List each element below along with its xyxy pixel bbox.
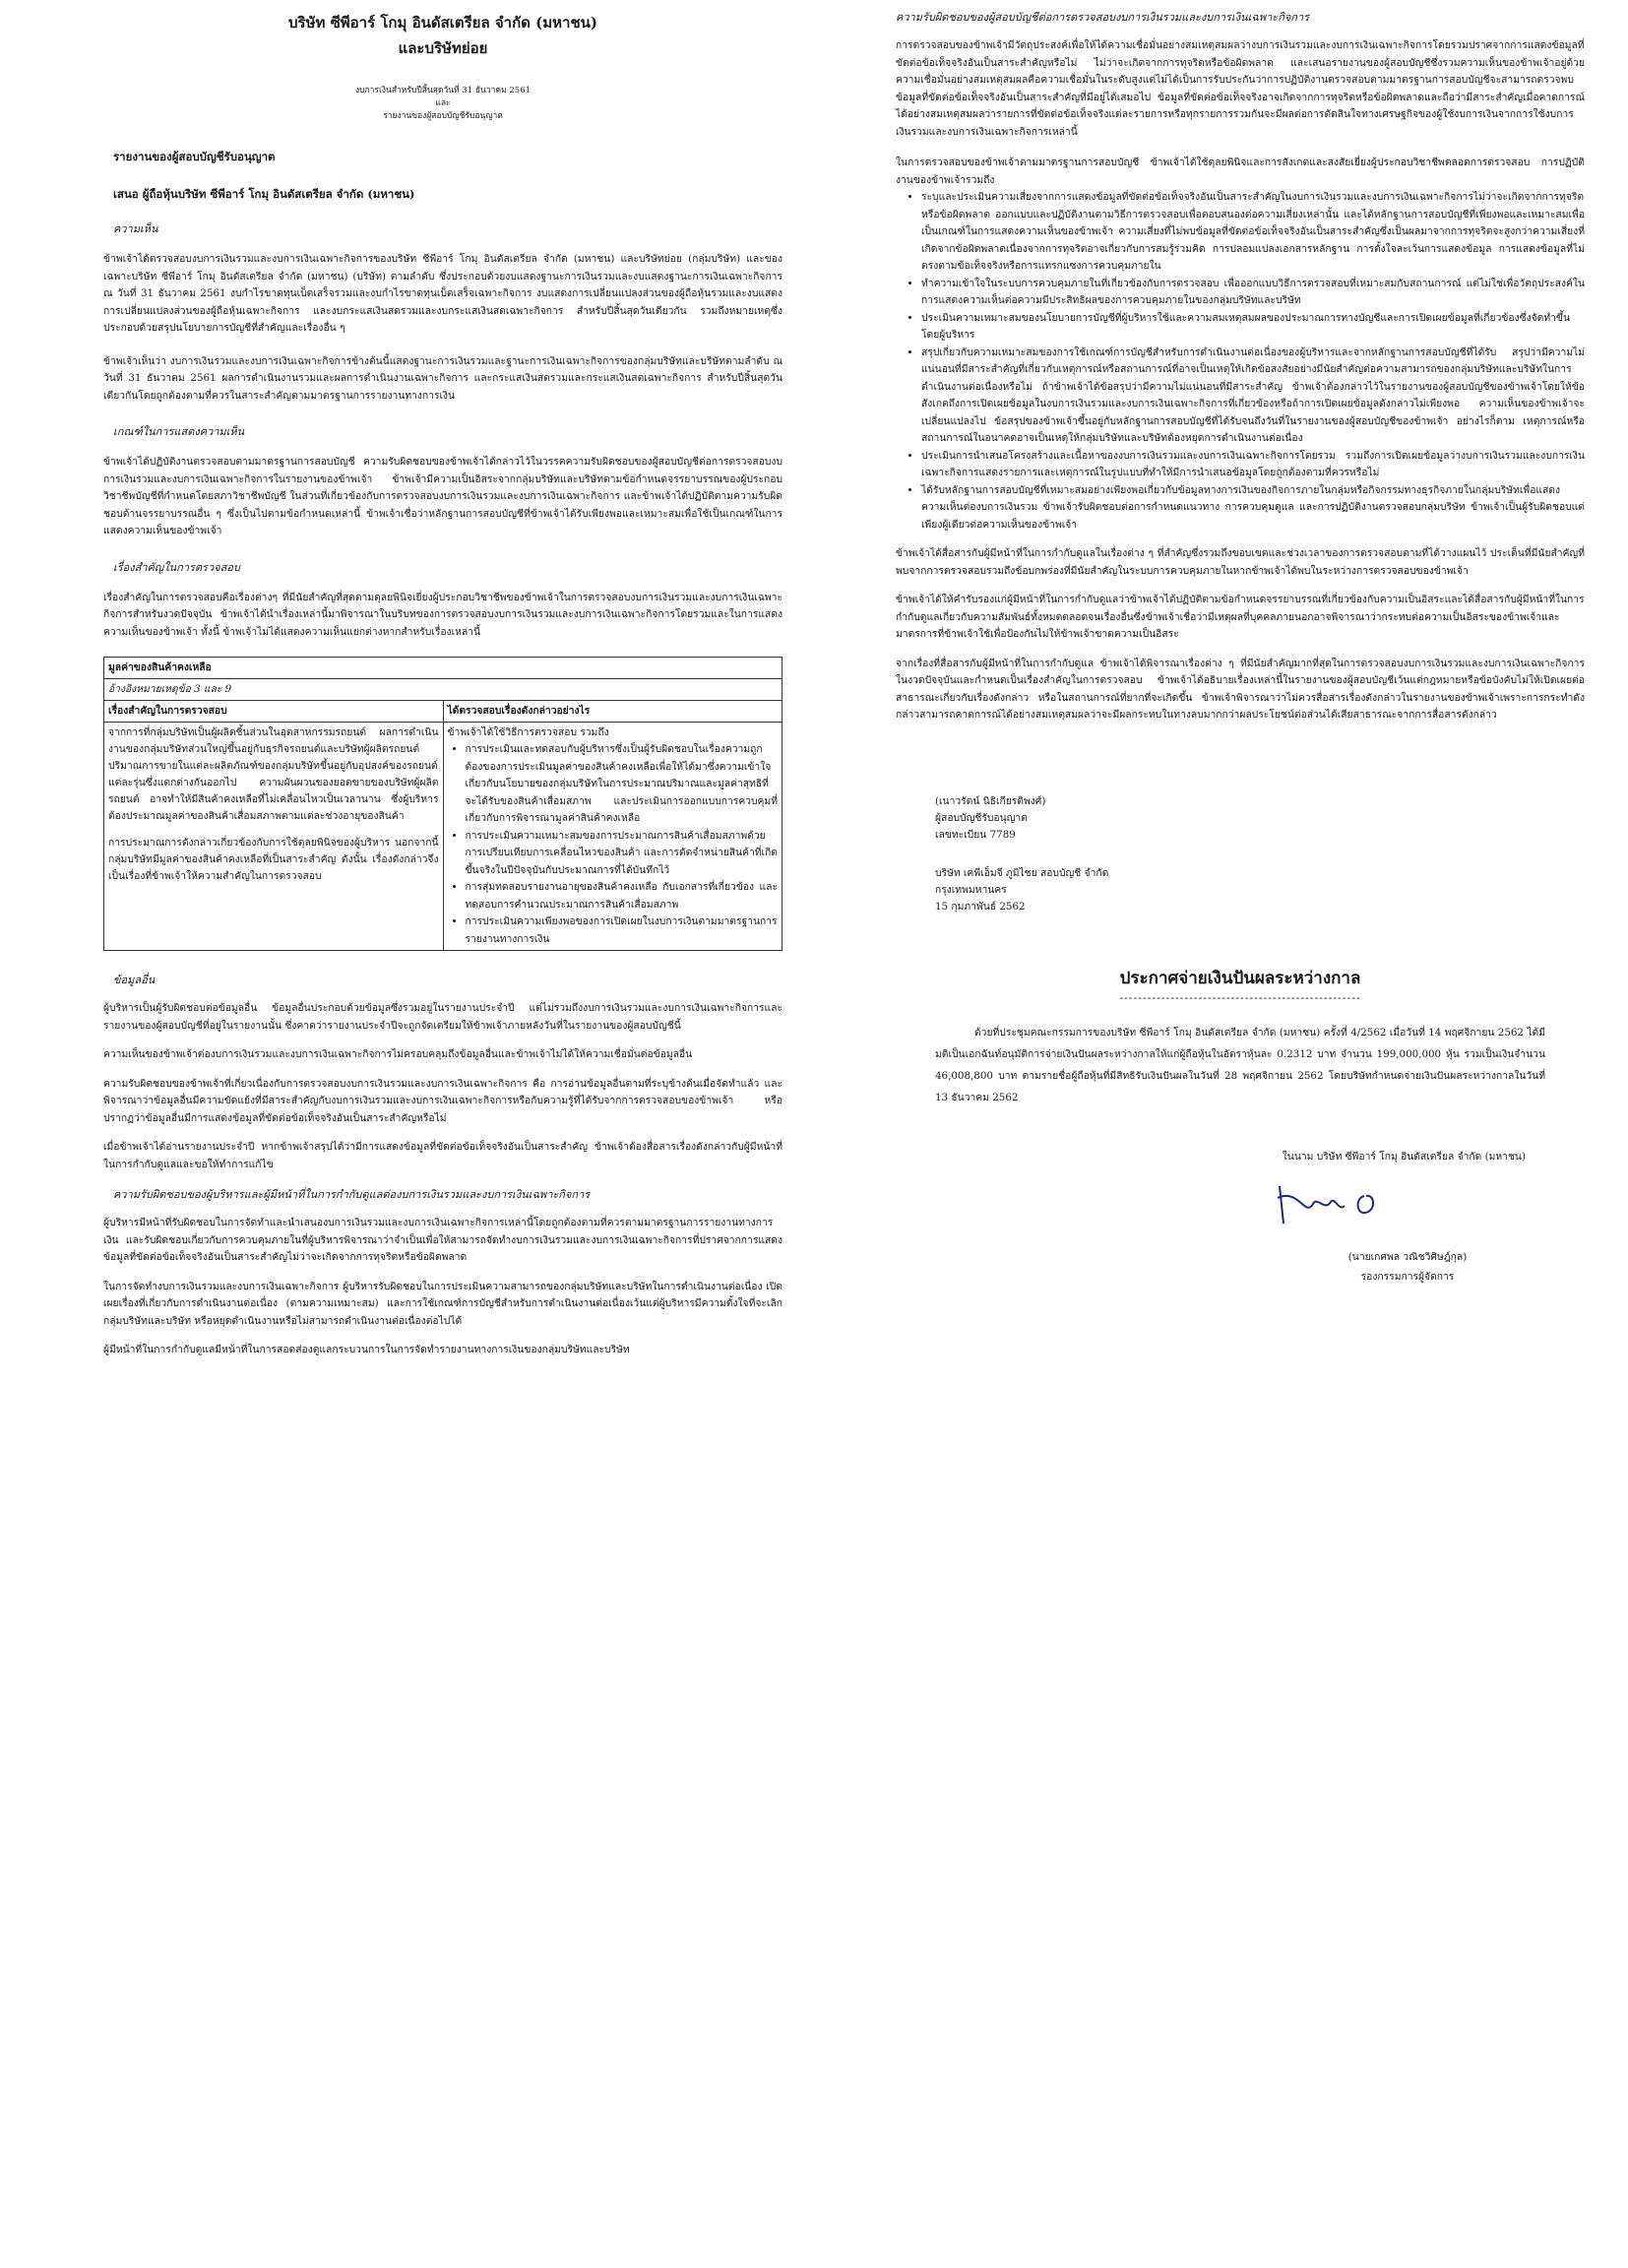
kam-response-list xyxy=(448,741,779,948)
announcement-title: ประกาศจ่ายเงินปันผลระหว่างกาล xyxy=(1119,968,1361,988)
kam-response-item: • การประเมินและทดสอบกับผู้บริหารซึ่งเป็นผู้รับผิดชอบในเรื่องความถูกต้องของการประเมินมูลค่าของสินค้าคงเหลือเพื่อให้ได้มาซึ่งความเข้าใจเกี่ยวกับนโยบายของกลุ่มบริษัทในการประมาณปริมาณและมูลค่าสุทธิที่จะได้รับของสินค้าเสื่อมสภาพ และประเมินการออกแบบการควบคุมที่เกี่ยวกับการพิจารณามูลค่าสินค้าคงเหลือ xyxy=(466,741,779,828)
opinion-paragraph-2: ข้าพเจ้าเห็นว่า งบการเงินรวมและงบการเงินเฉพาะกิจการข้างต้นนี้แสดงฐานะการเงินรวมและฐานะการเงินเฉพาะกิจการของกลุ่มบริษัทและบริษัทตามลำดับ ณ วันที่ 31 ธันวาคม 2561 ผลการดำเนินงานรวมและผลการดำเนินงานเฉพาะกิจการ และกระแสเงินสดรวมและกระแสเงินสดเฉพาะกิจการ สำหรับปีสิ้นสุดวันเดียวกันโดยถูกต้องตามที่ควรในสาระสำคัญตามมาตรฐานการรายงานทางการเงิน xyxy=(103,354,783,402)
company-name: บริษัท ซีพีอาร์ โกมุ อินดัสเตรียล จำกัด (มหาชน) xyxy=(288,14,597,32)
auditor-procedures-list xyxy=(896,189,1585,534)
right-column xyxy=(896,0,1585,1287)
auditor-procedure-item: • ประเมินการนำเสนอโครงสร้างและเนื้อหาของงบการเงินรวมและงบการเงินเฉพาะกิจการโดยรวม รวมถึงการเปิดเผยข้อมูลว่างบการเงินรวมและงบการเงินเฉพาะกิจการแสดงรายการและเหตุการณ์ในรูปแบบที่ทำให้มีการนำเสนอข้อมูลโดยถูกต้องตามที่ควรหรือไม่ xyxy=(921,448,1585,482)
auditor-registration: เลขทะเบียน 7789 xyxy=(935,828,1016,841)
basis-paragraph: ข้าพเจ้าได้ปฏิบัติงานตรวจสอบตามมาตรฐานการสอบบัญชี ความรับผิดชอบของข้าพเจ้าได้กล่าวไว้ในวรรคความรับผิดชอบของผู้สอบบัญชีต่อการตรวจสอบงบการเงินรวมและงบการเงินเฉพาะกิจการในรายงานของข้าพเจ้า ข้าพเจ้ามีความเป็นอิสระจากกลุ่มบริษัทและบริษัทตามข้อกำหนดจรรยาบรรณของผู้ประกอบวิชาชีพบัญชีที่กำหนดโดยสภาวิชาชีพบัญชี ในส่วนที่เกี่ยวข้องกับการตรวจสอบงบการเงินรวมและงบการเงินเฉพาะกิจการ และข้าพเจ้าได้ปฏิบัติตามความรับผิดชอบด้านจรรยาบรรณอื่น ๆ ซึ่งเป็นไปตามข้อกำหนดเหล่านี้ ข้าพเจ้าเชื่อว่าหลักฐานการสอบบัญชีที่ข้าพเจ้าได้รับเพียงพอและเหมาะสมเพื่อใช้เป็นเกณฑ์ในการแสดงความเห็นของข้าพเจ้า xyxy=(103,456,783,536)
auditor-procedure-item: • ทำความเข้าใจในระบบการควบคุมภายในที่เกี่ยวข้องกับการตรวจสอบ เพื่อออกแบบวิธีการตรวจสอบที่เหมาะสมกับสถานการณ์ แต่ไม่ใช่เพื่อวัตถุประสงค์ในการแสดงความเห็นต่อความมีประสิทธิผลของการควบคุมภายในของกลุ่มบริษัทและบริษัท xyxy=(921,276,1585,310)
kam-response-item: • การประเมินความเพียงพอของการเปิดเผยในงบการเงินตามมาตรฐานการรายงานทางการเงิน xyxy=(466,914,779,948)
auditor-paragraph-2: ในการตรวจสอบของข้าพเจ้าตามมาตรฐานการสอบบัญชี ข้าพเจ้าได้ใช้ดุลยพินิจและการสังเกตและสงสัยเยี่ยงผู้ประกอบวิชาชีพตลอดการตรวจสอบ การปฏิบัติงานของข้าพเจ้ารวมถึง xyxy=(896,157,1585,186)
other-info-paragraph-2: ความเห็นของข้าพเจ้าต่องบการเงินรวมและงบการเงินเฉพาะกิจการไม่ครอบคลุมถึงข้อมูลอื่นและข้าพเจ้าไม่ได้ให้ความเชื่อมั่นต่อข้อมูลอื่น xyxy=(103,1048,693,1060)
other-info-paragraph-3: ความรับผิดชอบของข้าพเจ้าที่เกี่ยวเนื่องกับการตรวจสอบงบการเงินรวมและงบการเงินเฉพาะกิจการ คือ การอ่านข้อมูลอื่นตามที่ระบุข้างต้นเมื่อจัดทำแล้ว และพิจารณาว่าข้อมูลอื่นมีความขัดแย้งที่มีสาระสำคัญกับงบการเงินรวมและงบการเงินเฉพาะกิจการหรือกับความรู้ที่ได้รับจากการตรวจสอบของข้าพเจ้า หรือปรากฏว่าข้อมูลอื่นมีการแสดงข้อมูลที่ขัดต่อข้อเท็จจริงอันเป็นสาระสำคัญหรือไม่ xyxy=(103,1077,783,1124)
report-date: 15 กุมภาพันธ์ 2562 xyxy=(935,900,1026,913)
company-subtitle: และบริษัทย่อย xyxy=(398,39,488,57)
kam-response-item: • การสุ่มทดสอบรายงานอายุของสินค้าคงเหลือ กับเอกสารที่เกี่ยวข้อง และทดสอบการคำนวณประมาณการสินค้าเสื่อมสภาพ xyxy=(466,879,779,914)
document-header xyxy=(103,10,783,123)
kam-matter-p1: จากการที่กลุ่มบริษัทเป็นผู้ผลิตชิ้นส่วนในอุตสาหกรรมรถยนต์ ผลการดำเนินงานของกลุ่มบริษัทส่วนใหญ่ขึ้นอยู่กับธุรกิจรถยนต์และบริษัทผู้ผลิตรถยนต์ ปริมาณการขายในแต่ละผลิตภัณฑ์ของกลุ่มบริษัทขึ้นอยู่กับอุปสงค์ของรถยนต์แต่ละรุ่นซึ่งแตกต่างกันออกไป ความผันผวนของยอดขายของบริษัทผู้ผลิตรถยนต์ อาจทำให้มีสินค้าคงเหลือที่ไม่เคลื่อนไหวเป็นเวลานาน ซึ่งผู้บริหารต้องประมาณมูลค่าของสินค้าเสื่อมสภาพตามแต่ละช่วงอายุของสินค้า xyxy=(108,726,439,822)
kam-col2-header: ได้ตรวจสอบเรื่องดังกล่าวอย่างไร xyxy=(443,701,783,723)
report-city: กรุงเทพมหานคร xyxy=(935,883,1007,896)
auditor-paragraph-3: ข้าพเจ้าได้สื่อสารกับผู้มีหน้าที่ในการกำกับดูแลในเรื่องต่าง ๆ ที่สำคัญซึ่งรวมถึงขอบเขตและช่วงเวลาของการตรวจสอบตามที่ได้วางแผนไว้ ประเด็นที่มีนัยสำคัญที่พบจากการตรวจสอบรวมถึงข้อบกพร่องที่มีนัยสำคัญในระบบการควบคุมภายในหากข้าพเจ้าได้พบในระหว่างการตรวจสอบของข้าพเจ้า xyxy=(896,547,1585,577)
audit-firm-name: บริษัท เคพีเอ็มจี ภูมิไชย สอบบัญชี จำกัด xyxy=(935,866,1109,879)
report-title: รายงานของผู้สอบบัญชีรับอนุญาต xyxy=(113,150,276,163)
report-page-right xyxy=(814,0,1628,2268)
addressee: เสนอ ผู้ถือหุ้นบริษัท ซีพีอาร์ โกมุ อินดัสเตรียล จำกัด (มหาชน) xyxy=(113,187,415,201)
kam-matter-p2: การประมาณการดังกล่าวเกี่ยวข้องกับการใช้ดุลยพินิจของผู้บริหาร นอกจากนี้กลุ่มบริษัทมีมูลค่าของสินค้าคงเหลือที่เป็นสาระสำคัญ ดังนั้น เรื่องดังกล่าวจึงเป็นเรื่องที่ข้าพเจ้าให้ความสำคัญในการตรวจสอบ xyxy=(108,837,439,882)
opinion-heading: ความเห็น xyxy=(113,222,158,235)
management-paragraph-1: ผู้บริหารมีหน้าที่รับผิดชอบในการจัดทำและนำเสนองบการเงินรวมและงบการเงินเฉพาะกิจการเหล่านี้โดยถูกต้องตามที่ควรตามมาตรฐานการรายงานทางการเงิน และรับผิดชอบเกี่ยวกับการควบคุมภายในที่ผู้บริหารพิจารณาว่าจำเป็นเพื่อให้สามารถจัดทำงบการเงินรวมและงบการเงินเฉพาะกิจการที่ปราศจากการแสดงข้อมูลที่ขัดต่อข้อเท็จจริงอันเป็นสาระสำคัญไม่ว่าจะเกิดจากการทุจริตหรือข้อผิดพลาด xyxy=(103,1217,783,1263)
announcement-paragraph: ด้วยที่ประชุมคณะกรรมการของบริษัท ซีพีอาร์ โกมุ อินดัสเตรียล จำกัด (มหาชน) ครั้งที่ 4/2562 เมื่อวันที่ 14 พฤศจิกายน 2562 ได้มีมติเป็นเอกฉันท์อนุมัติการจ่ายเงินปันผลระหว่างกาลให้แก่ผู้ถือหุ้นในอัตราหุ้นละ 0.2312 บาท จำนวน 199,000,000 หุ้น รวมเป็นเงินจำนวน 46,008,800 บาท ตามรายชื่อผู้ถือหุ้นที่มีสิทธิรับเงินปันผลในวันที่ 28 พฤศจิกายน 2562 โดยบริษัทกำหนดจ่ายเงินปันผลระหว่างกาลในวันที่ 13 ธันวาคม 2562 xyxy=(935,1026,1545,1103)
kam-response-cell xyxy=(443,723,783,951)
left-column xyxy=(103,0,783,1359)
signature-area xyxy=(896,1178,1585,1237)
announcement-divider: ---------------------------------------------------- xyxy=(1119,990,1361,1004)
kam-table-ref: อ้างอิงหมายเหตุข้อ 3 และ 9 xyxy=(104,679,783,701)
announcement-signoff: ในนาม บริษัท ซีพีอาร์ โกมุ อินดัสเตรียล จำกัด (มหาชน) xyxy=(1282,1150,1526,1163)
signer-name: (นายเกศพล วณิชวิศิษฎ์กุล) xyxy=(1347,1250,1468,1263)
auditor-responsibility-heading: ความรับผิดชอบของผู้สอบบัญชีต่อการตรวจสอบงบการเงินรวมและงบการเงินเฉพาะกิจการ xyxy=(896,11,1310,24)
basis-heading: เกณฑ์ในการแสดงความเห็น xyxy=(113,425,245,438)
other-info-heading: ข้อมูลอื่น xyxy=(113,974,156,986)
announcement-signer-block xyxy=(1230,1247,1585,1287)
fs-report-line: รายงานของผู้สอบบัญชีรับอนุญาต xyxy=(383,111,503,121)
opinion-paragraph-1: ข้าพเจ้าได้ตรวจสอบงบการเงินรวมและงบการเงินเฉพาะกิจการของบริษัท ซีพีอาร์ โกมุ อินดัสเตรียล จำกัด (มหาชน) และบริษัทย่อย (กลุ่มบริษัท) และของเฉพาะบริษัท ซีพีอาร์ โกมุ อินดัสเตรียล จำกัด (มหาชน) (บริษัท) ตามลำดับ ซึ่งประกอบด้วยงบแสดงฐานะการเงินรวมและงบแสดงฐานะการเงินเฉพาะกิจการ ณ วันที่ 31 ธันวาคม 2561 งบกำไรขาดทุนเบ็ดเสร็จรวมและงบกำไรขาดทุนเบ็ดเสร็จเฉพาะกิจการ งบแสดงการเปลี่ยนแปลงส่วนของผู้ถือหุ้นรวมและงบแสดงการเปลี่ยนแปลงส่วนของผู้ถือหุ้นเฉพาะกิจการ และงบกระแสเงินสดรวมและงบกระแสเงินสดเฉพาะกิจการ สำหรับปีสิ้นสุดวันเดียวกัน รวมถึงหมายเหตุซึ่งประกอบด้วยสรุปนโยบายการบัญชีที่สำคัญและเรื่องอื่น ๆ xyxy=(103,253,783,334)
fs-period-line: งบการเงินสำหรับปีสิ้นสุดวันที่ 31 ธันวาคม 2561 xyxy=(354,86,532,95)
fs-and-line: และ xyxy=(435,98,451,108)
management-paragraph-2: ในการจัดทำงบการเงินรวมและงบการเงินเฉพาะกิจการ ผู้บริหารรับผิดชอบในการประเมินความสามารถของกลุ่มบริษัทและบริษัทในการดำเนินงานต่อเนื่อง เปิดเผยเรื่องที่เกี่ยวกับการดำเนินงานต่อเนื่อง (ตามความเหมาะสม) และการใช้เกณฑ์การบัญชีสำหรับการดำเนินงานต่อเนื่องเว้นแต่ผู้บริหารมีความตั้งใจที่จะเลิกกลุ่มบริษัทและบริษัท หรือหยุดดำเนินงานหรือไม่สามารถดำเนินงานต่อเนื่องต่อไปได้ xyxy=(103,1280,783,1327)
kam-col1-header: เรื่องสำคัญในการตรวจสอบ xyxy=(104,701,444,723)
auditor-paragraph-5: จากเรื่องที่สื่อสารกับผู้มีหน้าที่ในการกำกับดูแล ข้าพเจ้าได้พิจารณาเรื่องต่าง ๆ ที่มีนัยสำคัญมากที่สุดในการตรวจสอบงบการเงินรวมและงบการเงินเฉพาะกิจการในงวดปัจจุบันและกำหนดเป็นเรื่องสำคัญในการตรวจสอบ ข้าพเจ้าได้อธิบายเรื่องเหล่านี้ในรายงานของผู้สอบบัญชีเว้นแต่กฎหมายหรือข้อบังคับไม่ให้เปิดเผยต่อสาธารณะเกี่ยวกับเรื่องดังกล่าว หรือในสถานการณ์ที่ยากที่จะเกิดขึ้น ข้าพเจ้าพิจารณาว่าไม่ควรสื่อสารเรื่องดังกล่าวในรายงานของข้าพเจ้าเพราะการกระทำดังกล่าวสามารถคาดการณ์ได้อย่างสมเหตุสมผลว่าจะมีผลกระทบในทางลบมากกว่าผลประโยชน์ต่อส่วนได้เสียสาธารณะจากการสื่อสารดังกล่าว xyxy=(896,657,1585,721)
auditor-paragraph-4: ข้าพเจ้าได้ให้คำรับรองแก่ผู้มีหน้าที่ในการกำกับดูแลว่าข้าพเจ้าได้ปฏิบัติตามข้อกำหนดจรรยาบรรณที่เกี่ยวข้องกับความเป็นอิสระและได้สื่อสารกับผู้มีหน้าที่ในการกำกับดูแลเกี่ยวกับความสัมพันธ์ทั้งหมดตลอดจนเรื่องอื่นซึ่งข้าพเจ้าเชื่อว่ามีเหตุผลที่บุคคลภายนอกอาจพิจารณาว่ากระทบต่อความเป็นอิสระของข้าพเจ้าและมาตรการที่ข้าพเจ้าใช้เพื่อป้องกันไม่ให้ข้าพเจ้าขาดความเป็นอิสระ xyxy=(896,594,1585,640)
kam-matter-cell xyxy=(104,723,444,951)
kam-response-item: • การประเมินความเหมาะสมของการประมาณการสินค้าเสื่อมสภาพด้วยการเปรียบเทียบการเคลื่อนไหวของสินค้า และการตัดจำหน่ายสินค้าที่เกิดขึ้นจริงในปีปัจจุบันกับประมาณการที่ได้บันทึกไว้ xyxy=(466,828,779,880)
auditor-procedure-item: • ได้รับหลักฐานการสอบบัญชีที่เหมาะสมอย่างเพียงพอเกี่ยวกับข้อมูลทางการเงินของกิจการภายในกลุ่มหรือกิจกรรมทางธุรกิจภายในกลุ่มบริษัทเพื่อแสดงความเห็นต่องบการเงินรวม ข้าพเจ้ารับผิดชอบต่อการกำหนดแนวทาง การควบคุมดูแล และการปฏิบัติงานตรวจสอบกลุ่มบริษัท ข้าพเจ้าเป็นผู้รับผิดชอบแต่เพียงผู้เดียวต่อความเห็นของข้าพเจ้า xyxy=(921,482,1585,535)
auditor-paragraph-1: การตรวจสอบของข้าพเจ้ามีวัตถุประสงค์เพื่อให้ได้ความเชื่อมั่นอย่างสมเหตุสมผลว่างบการเงินรวมและงบการเงินเฉพาะกิจการโดยรวมปราศจากการแสดงข้อมูลที่ขัดต่อข้อเท็จจริงอันเป็นสาระสำคัญหรือไม่ ไม่ว่าจะเกิดจากการทุจริตหรือข้อผิดพลาด และเสนอรายงานของผู้สอบบัญชีซึ่งรวมความเห็นของข้าพเจ้าอยู่ด้วย ความเชื่อมั่นอย่างสมเหตุสมผลคือความเชื่อมั่นในระดับสูงแต่ไม่ได้เป็นการรับประกันว่าการปฏิบัติงานตรวจสอบตามมาตรฐานการสอบบัญชีจะสามารถตรวจพบข้อมูลที่ขัดต่อข้อเท็จจริงอันเป็นสาระสำคัญที่มีอยู่ได้เสมอไป ข้อมูลที่ขัดต่อข้อเท็จจริงอาจเกิดจากการทุจริตหรือข้อผิดพลาดและถือว่ามีสาระสำคัญเมื่อคาดการณ์ได้อย่างสมเหตุสมผลว่ารายการที่ขัดต่อข้อเท็จจริงแต่ละรายการหรือทุกรายการรวมกันจะมีผลต่อการตัดสินใจทางเศรษฐกิจของผู้ใช้งบการเงินจากการใช้งบการเงินรวมและงบการเงินเฉพาะกิจการเหล่านี้ xyxy=(896,39,1585,138)
kam-paragraph: เรื่องสำคัญในการตรวจสอบคือเรื่องต่างๆ ที่มีนัยสำคัญที่สุดตามดุลยพินิจเยี่ยงผู้ประกอบวิชาชีพของข้าพเจ้าในการตรวจสอบงบการเงินรวมและงบการเงินเฉพาะกิจการสำหรับงวดปัจจุบัน ข้าพเจ้าได้นำเรื่องเหล่านี้มาพิจารณาในบริบทของการตรวจสอบงบการเงินรวมและงบการเงินเฉพาะกิจการโดยรวมและในการแสดงความเห็นของข้าพเจ้า ทั้งนี้ ข้าพเจ้าไม่ได้แสดงความเห็นแยกต่างหากสำหรับเรื่องเหล่านี้ xyxy=(103,591,783,638)
kam-table-title: มูลค่าของสินค้าคงเหลือ xyxy=(104,658,783,679)
management-paragraph-3: ผู้มีหน้าที่ในการกำกับดูแลมีหน้าที่ในการสอดส่องดูแลกระบวนการในการจัดทำรายงานทางการเงินของกลุ่มบริษัทและบริษัท xyxy=(103,1344,630,1355)
other-info-paragraph-4: เมื่อข้าพเจ้าได้อ่านรายงานประจำปี หากข้าพเจ้าสรุปได้ว่ามีการแสดงข้อมูลที่ขัดต่อข้อเท็จจริงอันเป็นสาระสำคัญ ข้าพเจ้าต้องสื่อสารเรื่องดังกล่าวกับผู้มีหน้าที่ในการกำกับดูแลและขอให้ทำการแก้ไข xyxy=(103,1141,783,1170)
other-info-paragraph-1: ผู้บริหารเป็นผู้รับผิดชอบต่อข้อมูลอื่น ข้อมูลอื่นประกอบด้วยข้อมูลซึ่งรวมอยู่ในรายงานประจำปี แต่ไม่รวมถึงงบการเงินรวมและงบการเงินเฉพาะกิจการและรายงานของผู้สอบบัญชีที่อยู่ในรายงานนั้น ซึ่งคาดว่ารายงานประจำปีจะถูกจัดเตรียมให้ข้าพเจ้าภายหลังวันที่ในรายงานของผู้สอบบัญชีนี้ xyxy=(103,1002,783,1032)
auditor-name: (เนาวรัตน์ นิธิเกียรติพงศ์) xyxy=(935,794,1046,807)
kam-table xyxy=(103,657,783,951)
signer-title: รองกรรมการผู้จัดการ xyxy=(1360,1270,1455,1283)
auditor-procedure-item: • สรุปเกี่ยวกับความเหมาะสมของการใช้เกณฑ์การบัญชีสำหรับการดำเนินงานต่อเนื่องของผู้บริหารและจากหลักฐานการสอบบัญชีที่ได้รับ สรุปว่ามีความไม่แน่นอนที่มีสาระสำคัญที่เกี่ยวกับเหตุการณ์หรือสถานการณ์ที่อาจเป็นเหตุให้เกิดข้อสงสัยอย่างมีนัยสำคัญต่อความสามารถของกลุ่มบริษัทและบริษัทในการดำเนินงานต่อเนื่องหรือไม่ ถ้าข้าพเจ้าได้ข้อสรุปว่ามีความไม่แน่นอนที่มีสาระสำคัญ ข้าพเจ้าต้องกล่าวไว้ในรายงานของผู้สอบบัญชีของข้าพเจ้าโดยให้ข้อสังเกตถึงการเปิดเผยข้อมูลในงบการเงินรวมและงบการเงินเฉพาะกิจการที่เกี่ยวข้องหรือถ้าการเปิดเผยข้อมูลดังกล่าวไม่เพียงพอ ความเห็นของข้าพเจ้าจะเปลี่ยนแปลงไป ข้อสรุปของข้าพเจ้าขึ้นอยู่กับหลักฐานการสอบบัญชีที่ได้รับจนถึงวันที่ในรายงานของผู้สอบบัญชีของข้าพเจ้า อย่างไรก็ตาม เหตุการณ์หรือสถานการณ์ในอนาคตอาจเป็นเหตุให้กลุ่มบริษัทและบริษัทต้องหยุดการดำเนินงานต่อเนื่อง xyxy=(921,345,1585,448)
handwritten-signature xyxy=(1270,1178,1388,1233)
kam-response-intro: ข้าพเจ้าได้ใช้วิธีการตรวจสอบ รวมถึง xyxy=(447,726,609,738)
auditor-procedure-item: • ประเมินความเหมาะสมของนโยบายการบัญชีที่ผู้บริหารใช้และความสมเหตุสมผลของประมาณการทางบัญชีและการเปิดเผยข้อมูลที่เกี่ยวข้องซึ่งจัดทำขึ้นโดยผู้บริหาร xyxy=(921,310,1585,345)
auditor-title: ผู้สอบบัญชีรับอนุญาต xyxy=(935,811,1028,824)
auditor-signature-block xyxy=(935,793,1585,915)
kam-heading: เรื่องสำคัญในการตรวจสอบ xyxy=(113,560,240,574)
management-heading: ความรับผิดชอบของผู้บริหารและผู้มีหน้าที่ในการกำกับดูแลต่องบการเงินรวมและงบการเงินเฉพาะกิจการ xyxy=(113,1188,591,1201)
auditor-procedure-item: • ระบุและประเมินความเสี่ยงจากการแสดงข้อมูลที่ขัดต่อข้อเท็จจริงอันเป็นสาระสำคัญในงบการเงินรวมและงบการเงินเฉพาะกิจการไม่ว่าจะเกิดจากการทุจริตหรือข้อผิดพลาด ออกแบบและปฏิบัติงานตามวิธีการตรวจสอบเพื่อตอบสนองต่อความเสี่ยงเหล่านั้น และได้หลักฐานการสอบบัญชีที่เพียงพอและเหมาะสมเพื่อเป็นเกณฑ์ในการแสดงความเห็นของข้าพเจ้า ความเสี่ยงที่ไม่พบข้อมูลที่ขัดต่อข้อเท็จจริงอันเป็นสาระสำคัญซึ่งเป็นผลมาจากการทุจริตจะสูงกว่าความเสี่ยงที่เกิดจากข้อผิดพลาดเนื่องจากการทุจริตอาจเกี่ยวกับการสมรู้ร่วมคิด การปลอมแปลงเอกสารหลักฐาน การตั้งใจละเว้นการแสดงข้อมูล การแสดงข้อมูลที่ไม่ตรงตามข้อเท็จจริงหรือการแทรกแซงการควบคุมภายใน xyxy=(921,189,1585,276)
